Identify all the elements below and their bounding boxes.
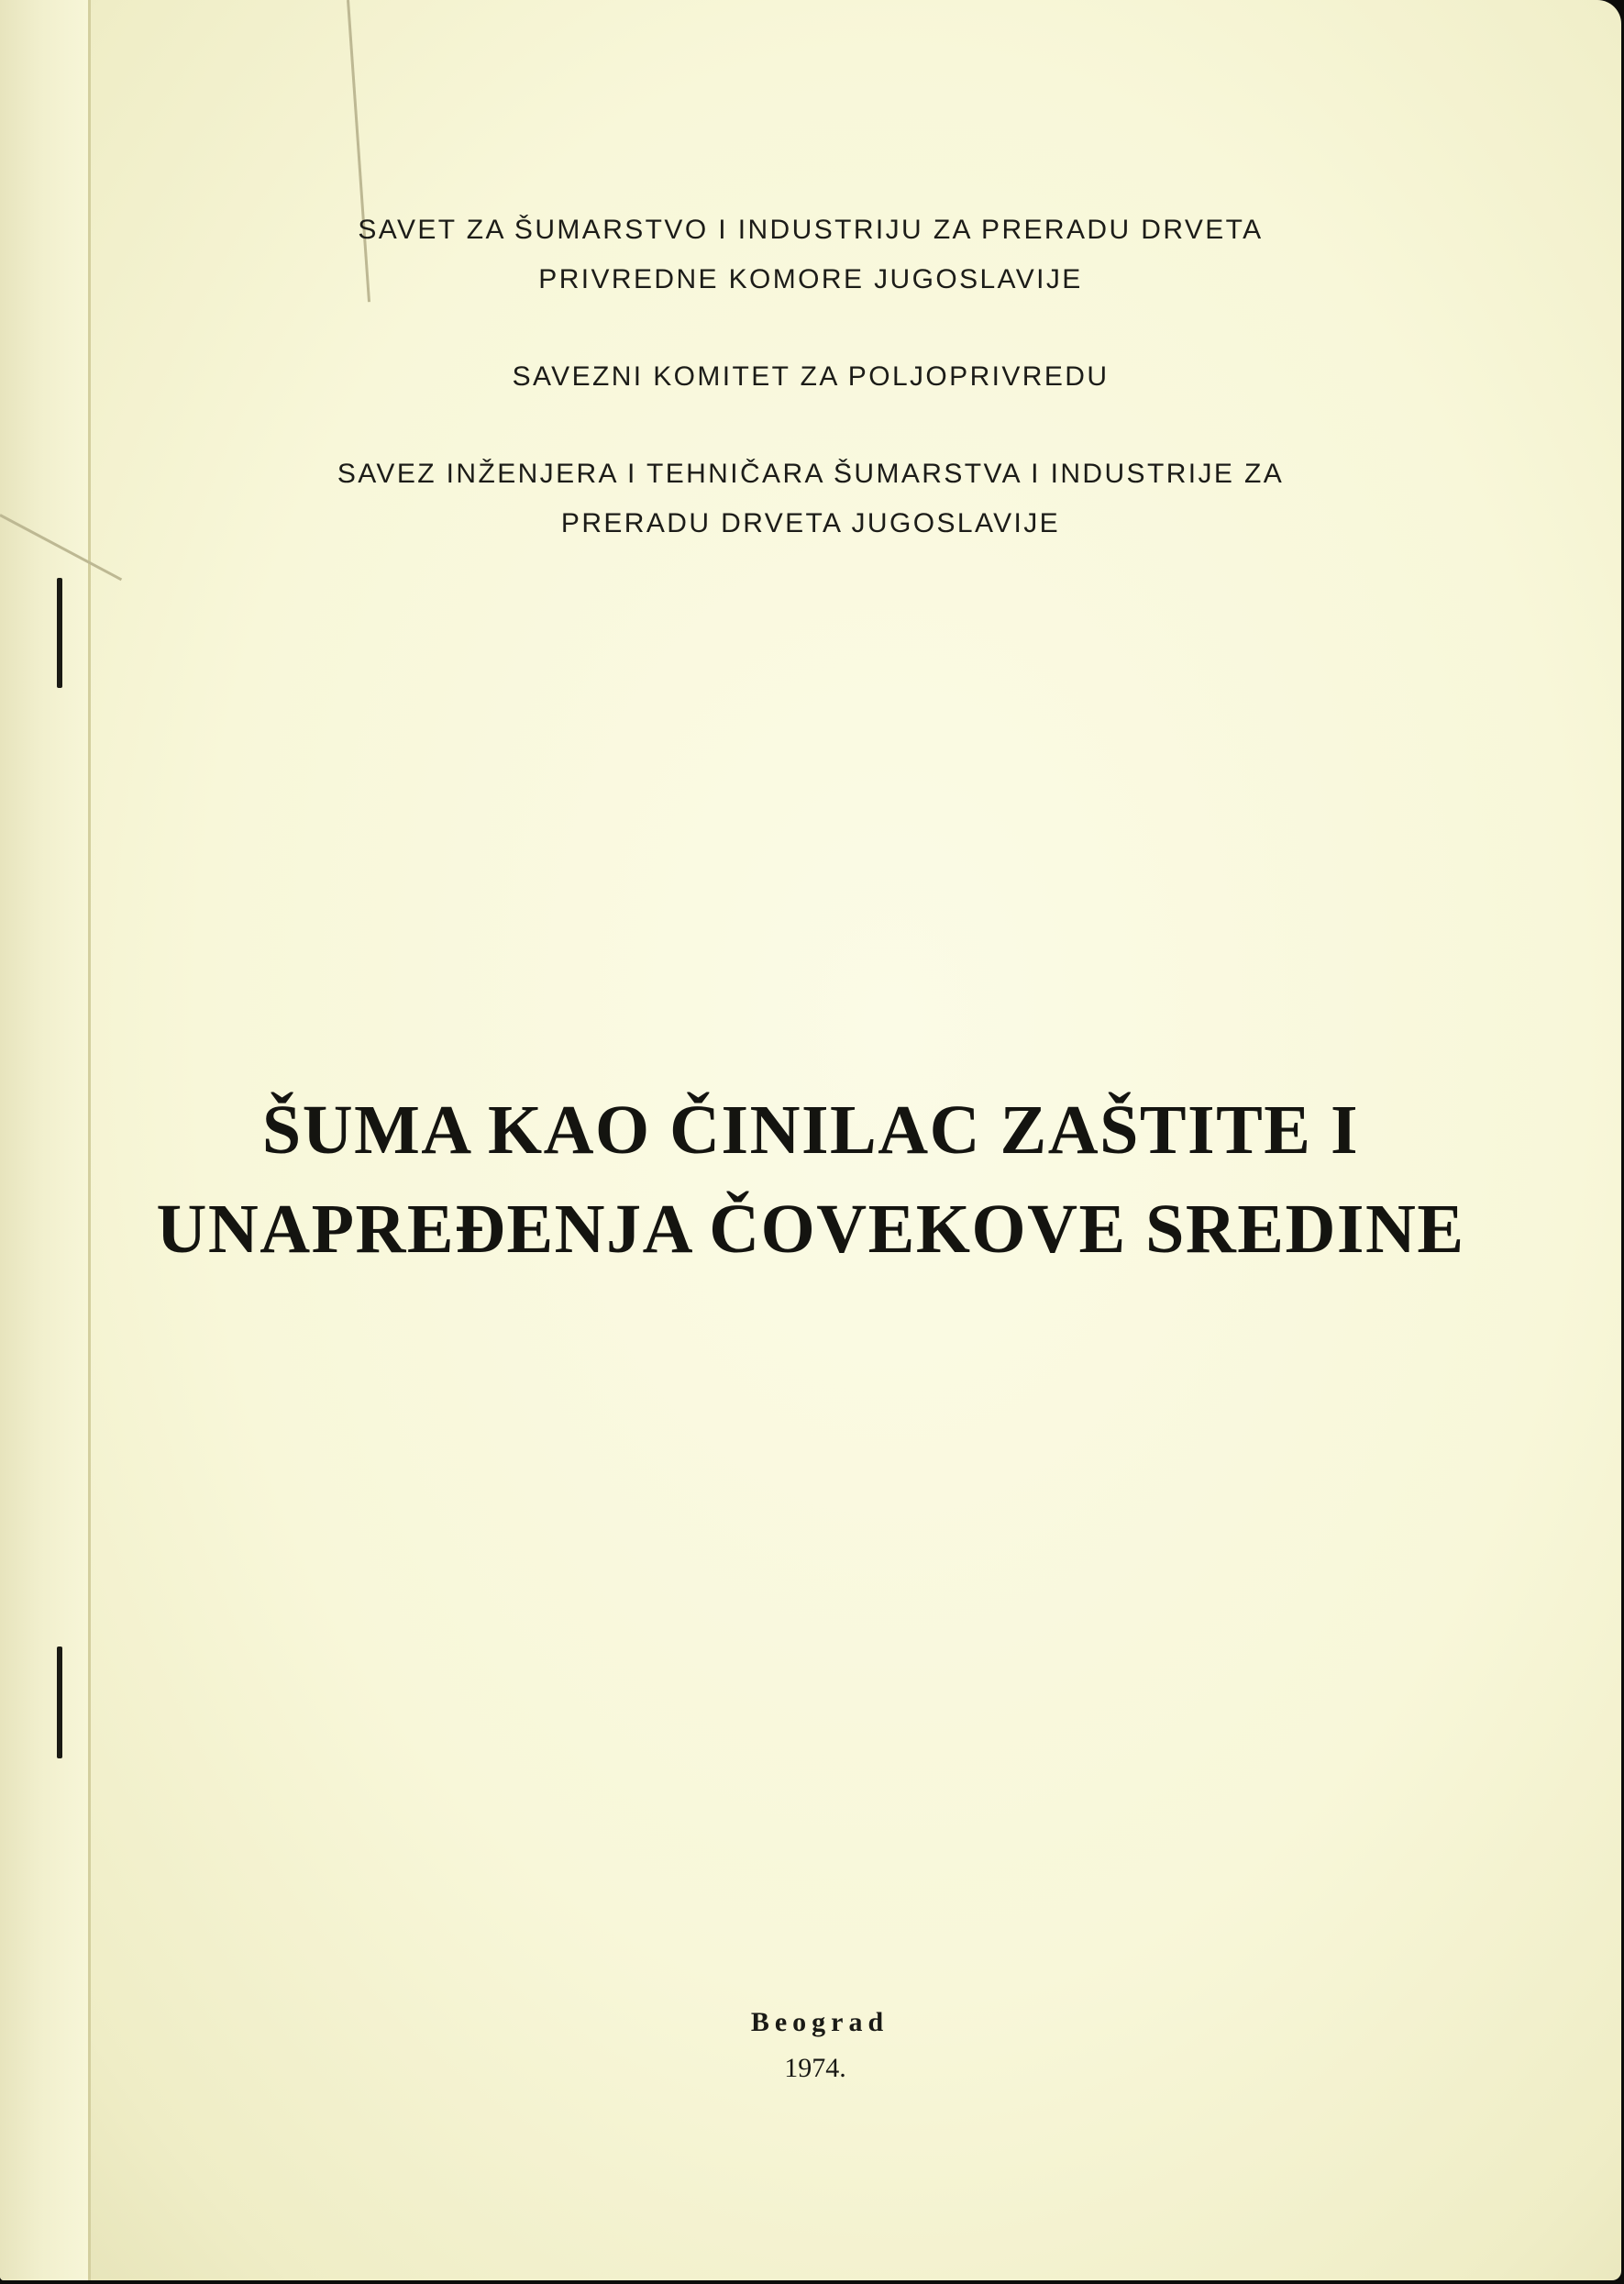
imprint: [0, 2000, 1621, 2091]
publisher-block-1: [0, 205, 1621, 305]
publisher-line: PRIVREDNE KOMORE JUGOSLAVIJE: [538, 264, 1083, 294]
title-line-1: ŠUMA KAO ČINILAC ZAŠTITE I: [261, 1092, 1360, 1169]
imprint-year: 1974.: [784, 2053, 846, 2083]
publisher-line: SAVEZNI KOMITET ZA POLJOPRIVREDU: [512, 361, 1110, 392]
book-title: [0, 1081, 1621, 1279]
imprint-place: Beograd: [750, 2007, 889, 2037]
publisher-line: SAVEZ INŽENJERA I TEHNIČARA ŠUMARSTVA I INDUSTRIJE ZA: [337, 459, 1285, 489]
staple-bottom: [57, 1646, 62, 1758]
publisher-block-2: [0, 352, 1621, 402]
publisher-block-3: [0, 449, 1621, 549]
publisher-line: SAVET ZA ŠUMARSTVO I INDUSTRIJU ZA PRERADU DRVETA: [358, 215, 1264, 245]
publisher-line: PRERADU DRVETA JUGOSLAVIJE: [560, 508, 1061, 538]
title-line-2: UNAPREĐENJA ČOVEKOVE SREDINE: [156, 1191, 1465, 1268]
staple-top: [57, 578, 62, 688]
